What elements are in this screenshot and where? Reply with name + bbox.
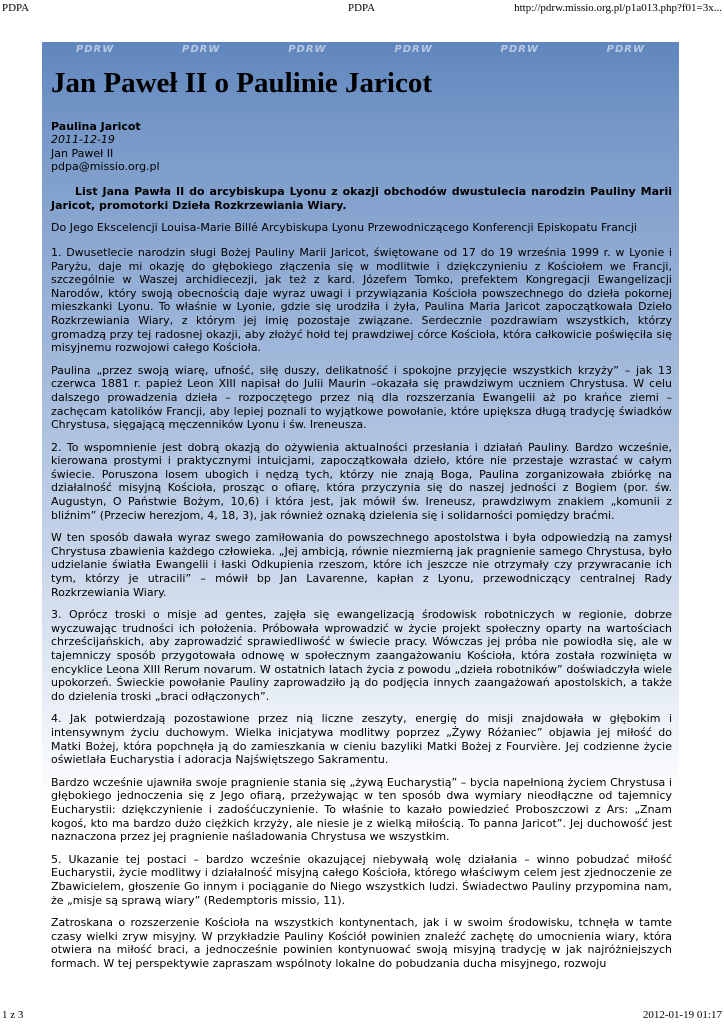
print-header bbox=[0, 0, 724, 16]
article-paragraph: Zatroskana o rozszerzenie Kościoła na wszystkich kontynentach, jak i w swoim środowisku, tchnęła w tamte czasy wielki zryw misyjny. W przykładzie Pauliny Kościół powinien znaleźć zachętę do umocnienia wiary, która otwiera na miłość braci, a jednocześnie powinien kontynuować swoją misyjną tradycję w jak najróżniejszych formach. W tej perspektywie zapraszam wspólnoty lokalne do pobudzania ducha misyjnego, rozwoju bbox=[51, 916, 672, 970]
article-paragraph: Paulina „przez swoją wiarę, ufność, siłę duszy, delikatność i spokojne przyjęcie wszystkich krzyży” – jak 13 czerwca 1881 r. papież Leon XIII napisał do Julii Maurin –okazała się prawdziwym uczniem Chrystusa. W celu dalszego prowadzenia dzieła – rozpoczętego przez nią dla rozszerzania Ewangelii aż po krańce ziemi – zachęcam katolików Francji, aby lepiej poznali to wyjątkowe powołanie, które upiększa długą tradycję świadków Chrystusa, sięgającą męczenników Lyonu i św. Ireneusza. bbox=[51, 363, 672, 432]
article-signed-by: Jan Paweł II bbox=[51, 146, 114, 160]
watermark-band bbox=[42, 42, 679, 56]
article-lead: List Jana Pawła II do arcybiskupa Lyonu z okazji obchodów dwustulecia narodzin Pauliny Marii Jaricot, promotorki Dzieła Rozkrzewiania Wiary. bbox=[51, 185, 672, 212]
watermark-text: PDRW bbox=[500, 43, 539, 55]
article-email: pdpa@missio.org.pl bbox=[51, 159, 160, 173]
print-header-center: PDPA bbox=[348, 2, 376, 14]
article-panel bbox=[42, 42, 679, 1002]
article-meta bbox=[51, 120, 672, 173]
watermark-text: PDRW bbox=[288, 43, 327, 55]
print-footer bbox=[0, 1008, 724, 1024]
article-addressee: Do Jego Ekscelencji Louisa-Marie Billé Arcybiskupa Lyonu Przewodniczącego Konferencji Episkopatu Francji bbox=[51, 221, 637, 235]
article-paragraph: W ten sposób dawała wyraz swego zamiłowania do powszechnego apostolstwa i była odpowiedzią na zamysł Chrystusa zbawienia każdego człowieka. „Jej ambicją, równie niezmierną jak pragnienie samego Chrystusa, było udzielanie światła Ewangelii i łaski Odkupienia rzeszom, które ich jeszcze nie otrzymały czy przywracanie ich tym, którzy je utracili” – mówił bp Jan Lavarenne, kapłan z Lyonu, przewodniczący centralnej Rady Rozkrzewiania Wiary. bbox=[51, 531, 672, 599]
article-paragraph: 3. Oprócz troski o misje ad gentes, zajęła się ewangelizacją środowisk robotniczych w regionie, dobrze wyczuwając trudności ich położenia. Próbowała wprowadzić w życie projekt społeczny oparty na wartościach chrześcijańskich, aby zaprowadzić sprawiedliwość w świecie pracy. Wówczas jej próba nie powiodła się, ale w tajemniczy sposób przygotowała odnowę w społecznym zaangażowaniu Kościoła, która została rozwinięta w encyklice Leona XIII Rerum novarum. W ostatnich latach życia z powodu „dzieła robotników” doświadczyła wiele upokorzeń. Świeckie powołanie Pauliny zaprowadziło ją do podjęcia innych zaangażowań apostolskich, a także do dzielenia troski „braci odłączonych”. bbox=[51, 608, 672, 703]
watermark-text: PDRW bbox=[75, 43, 115, 55]
print-timestamp: 2012-01-19 01:17 bbox=[642, 1009, 722, 1021]
watermark-text: PDRW bbox=[606, 43, 646, 55]
article-paragraph: 1. Dwusetlecie narodzin sługi Bożej Pauliny Marii Jaricot, świętowane od 17 do 19 września 1999 r. w Lyonie i Paryżu, daje mi okazję do głębokiego złączenia się w modlitwie i dziękczynieniu z Kościołem we Francji, szczególnie w Waszej archidiecezji, jak też z kard. Józefem Tomko, prefektem Kongregacji Ewangelizacji Narodów, który swoją obecnością daje wyraz uwagi i przywiązania Kościoła powszechnego do dzieła pokornej mieszkanki Lyonu. To właśnie w Lyonie, gdzie się urodziła i żyła, Paulina Maria Jaricot zapoczątkowała Dzieło Rozkrzewiania Wiary, z którym jej imię pozostaje związane. Serdecznie pozdrawiam wszystkich, którzy gromadzą przy tej radosnej okazji, aby złożyć hołd tej prawdziwej córce Kościoła, która całkowicie poświęciła się misyjnemu rozwojowi całego Kościoła. bbox=[51, 245, 672, 355]
article-author: Paulina Jaricot bbox=[51, 120, 141, 133]
article-title: Jan Paweł II o Paulinie Jaricot bbox=[51, 67, 433, 99]
page-number: 1 z 3 bbox=[2, 1009, 24, 1021]
print-header-left: PDPA bbox=[2, 2, 30, 14]
watermark-text: PDRW bbox=[394, 43, 433, 55]
article-paragraph: Bardzo wcześnie ujawniła swoje pragnienie stania się „żywą Eucharystią” – bycia napełnioną życiem Chrystusa i głębokiego jednoczenia się z Jego ofiarą, przeżywając w ten sposób dwa wymiary nieodłączne od tajemnicy Eucharystii: dziękczynienie i zadośćuczynienie. To właśnie to kazało powiedzieć Proboszczowi z Ars: „Znam kogoś, kto ma bardzo dużo ciężkich krzyży, ale niesie je z wielką miłością. To panna Jaricot”. Jej duchowość jest naznaczona przez jej pragnienie naśladowania Chrystusa we wszystkim. bbox=[51, 775, 672, 844]
watermark-text: PDRW bbox=[182, 43, 221, 55]
article-date: 2011-12-19 bbox=[51, 133, 115, 147]
article-paragraph: 2. To wspomnienie jest dobrą okazją do ożywienia aktualności przesłania i działań Pauliny. Bardzo wcześnie, kierowana prostymi i praktycznymi intuicjami, zapoczątkowała dzieło, które nie przestaje wzrastać w całym świecie. Poruszona losem ubogich i nędzą tych, którzy nie znają Boga, Paulina zorganizowała zbiórkę na działalność misyjną Kościoła, prosząc o ofiarę, która przyczynia się do naszej jedności z Bogiem (por. św. Augustyn, O Państwie Bożym, 10,6) i która jest, jak mówił św. Ireneusz, prawdziwym znakiem „komunii z bliźnim” (Przeciw herezjom, 4, 18, 3), jak również oznaką dzielenia się i solidarności pomiędzy braćmi. bbox=[51, 440, 672, 522]
article-content bbox=[51, 62, 672, 979]
article-paragraph: 4. Jak potwierdzają pozostawione przez nią liczne zeszyty, energię do misji znajdowała w głębokim i intensywnym życiu duchowym. Wielka inicjatywa modlitwy poprzez „Żywy Różaniec” objawia jej miłość do Matki Bożej, która popchnęła ją do zamieszkania w cieniu bazyliki Matki Bożej z Fourvière. Jej codzienne życie oświetlała Eucharystia i adoracja Najświętszego Sakramentu. bbox=[51, 712, 672, 767]
article-paragraph: 5. Ukazanie tej postaci – bardzo wcześnie okazującej niebywałą wolę działania – winno pobudzać miłość Eucharystii, życie modlitwy i działalność misyjną całego Kościoła, którego właściwym celem jest zjednoczenie ze Zbawicielem, głoszenie Go innym i pociąganie do Niego wszystkich ludzi. Świadectwo Pauliny przypomina nam, że „misje są sprawą wiary” (Redemptoris missio, 11). bbox=[51, 852, 672, 907]
print-header-url: http://pdrw.missio.org.pl/p1a013.php?f01=3x... bbox=[514, 2, 722, 14]
